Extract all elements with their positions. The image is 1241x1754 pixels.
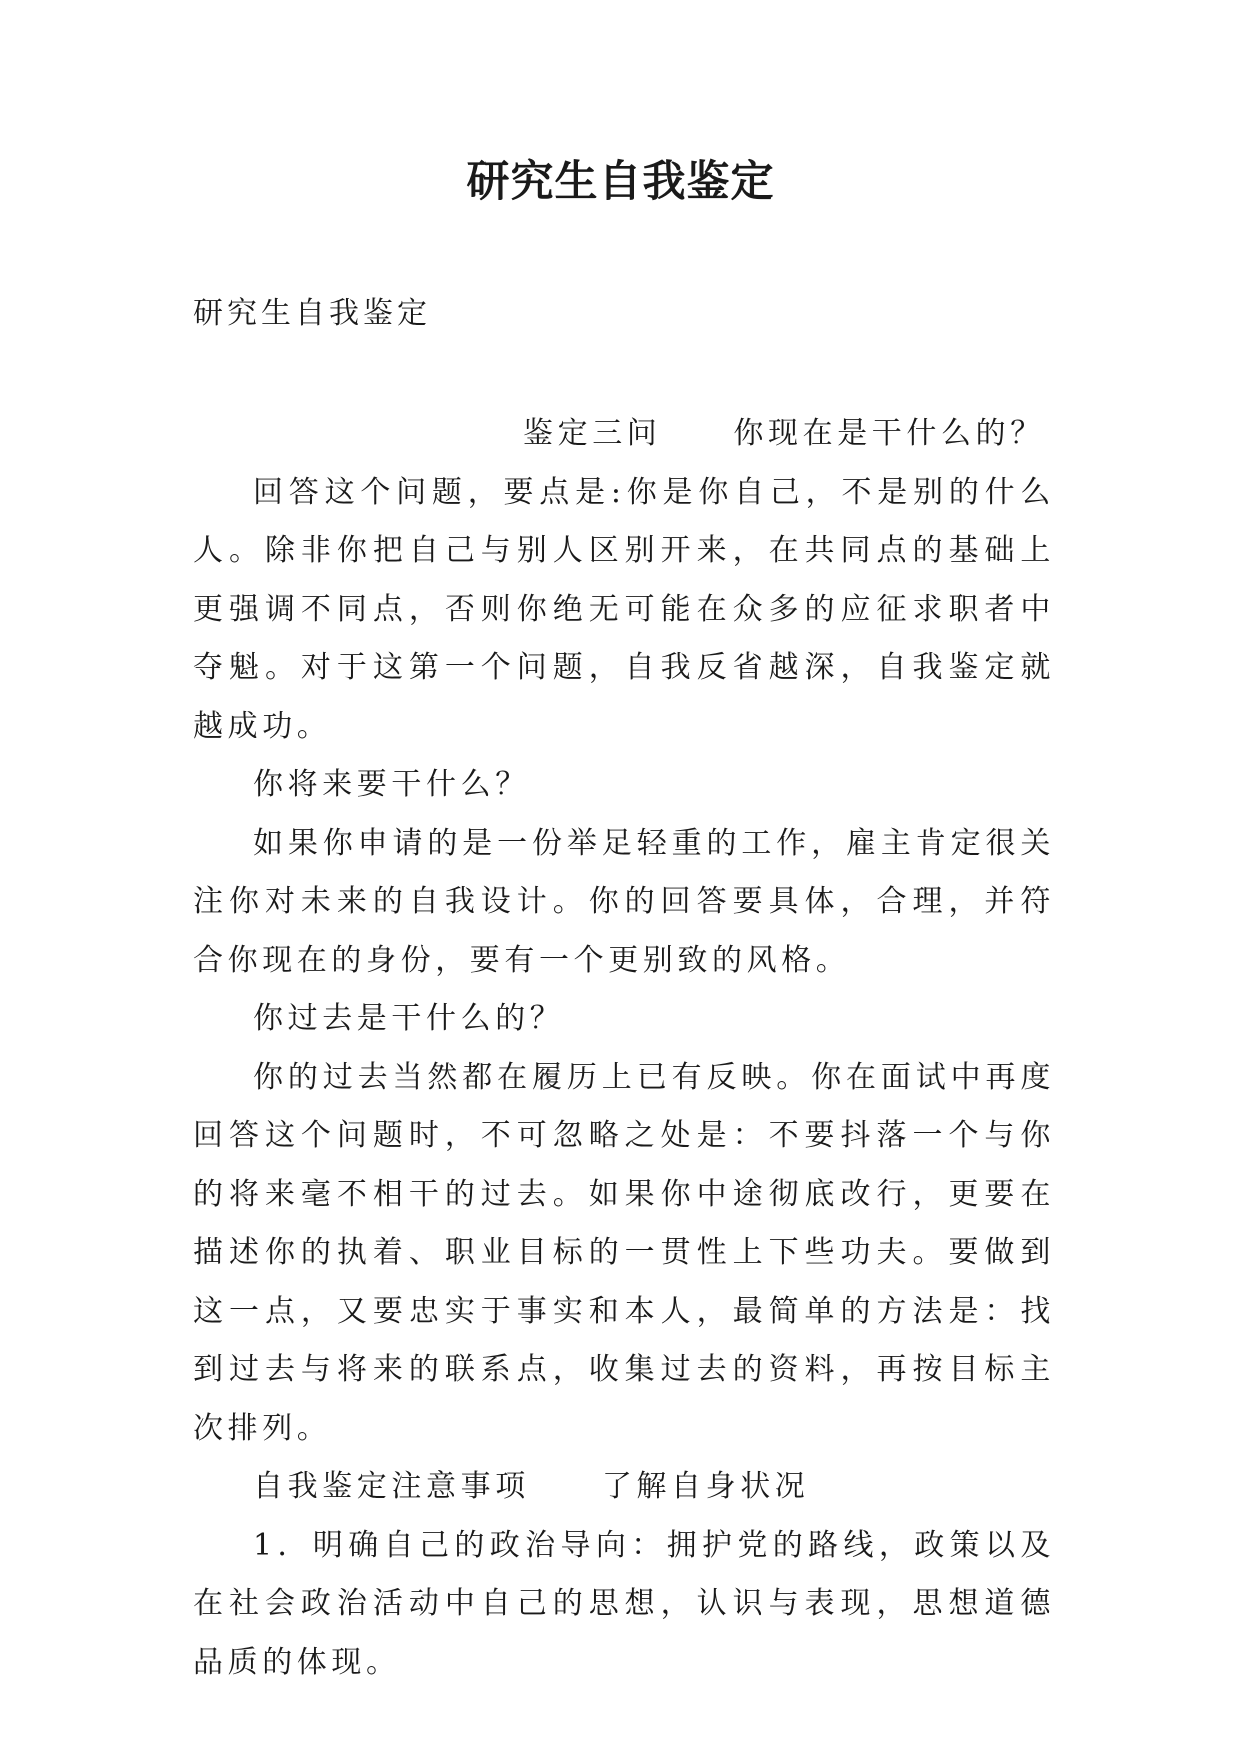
paragraph-1: 回答这个问题，要点是:你是你自己，不是别的什么人。除非你把自己与别人区别开来，在共同点的基础上更强调不同点，否则你绝无可能在众多的应征求职者中夺魁。对于这第一个问题，自我反省越深，自我鉴定就越成功。 — [193, 474, 1055, 744]
section-heading-questions — [193, 405, 1055, 464]
section-heading-right: 你现在是干什么的？ — [733, 416, 1045, 451]
paragraph-2: 如果你申请的是一份举足轻重的工作，雇主肯定很关注你对未来的自我设计。你的回答要具体，合理，并符合你现在的身份，要有一个更别致的风格。 — [193, 825, 1055, 978]
section-heading-left: 鉴定三问 — [523, 416, 662, 451]
notes-heading-right: 了解自身状况 — [601, 1469, 810, 1504]
document-subtitle: 研究生自我鉴定 — [193, 296, 431, 331]
paragraph-3: 你的过去当然都在履历上已有反映。你在面试中再度回答这个问题时，不可忽略之处是：不要抖落一个与你的将来毫不相干的过去。如果你中途彻底改行，更要在描述你的执着、职业目标的一贯性上下些功夫。要做到这一点，又要忠实于事实和本人，最简单的方法是：找到过去与将来的联系点，收集过去的资料，再按目标主次排列。 — [193, 1059, 1055, 1446]
question-3: 你过去是干什么的？ — [253, 1001, 565, 1036]
document-body — [193, 405, 1055, 1692]
question-2: 你将来要干什么？ — [253, 767, 530, 802]
section-heading-notes — [193, 1458, 1055, 1517]
notes-heading-left: 自我鉴定注意事项 — [253, 1469, 530, 1504]
paragraph-4: 1．明确自己的政治导向：拥护党的路线，政策以及在社会政治活动中自己的思想，认识与表现，思想道德品质的体现。 — [193, 1527, 1055, 1680]
document-title: 研究生自我鉴定 — [466, 157, 775, 207]
